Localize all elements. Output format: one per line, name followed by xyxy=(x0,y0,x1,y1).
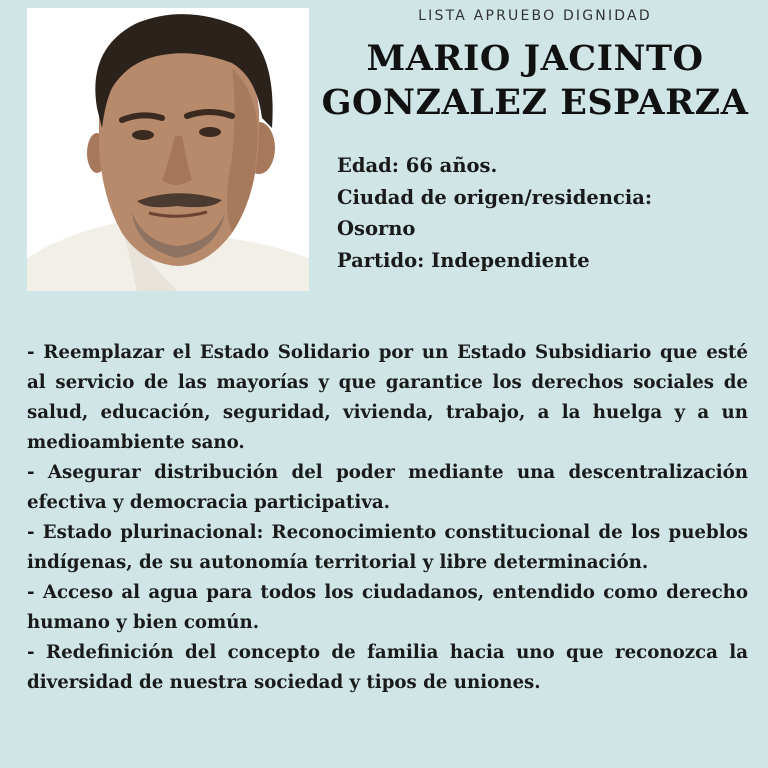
proposal-item: - Estado plurinacional: Reconocimiento constitucional de los pueblos indígenas, de su autonomía territorial y libre determinación. xyxy=(27,522,748,573)
candidate-photo xyxy=(27,8,309,291)
proposals-list xyxy=(27,338,748,698)
candidate-name-line2: GONZALEZ ESPARZA xyxy=(321,82,749,123)
proposal-item: - Redefinición del concepto de familia hacia uno que reconozca la diversidad de nuestra sociedad y tipos de uniones. xyxy=(27,642,748,693)
city-label: Ciudad de origen/residencia: xyxy=(337,185,653,209)
portrait-photo-icon xyxy=(27,8,309,291)
age-text: Edad: 66 años. xyxy=(337,154,498,177)
proposal-item: - Asegurar distribución del poder mediante una descentralización efectiva y democracia participativa. xyxy=(27,462,748,513)
proposal-item: - Reemplazar el Estado Solidario por un Estado Subsidiario que esté al servicio de las mayorías y que garantice los derechos sociales de salud, educación, seguridad, vivienda, trabajo, a la huelga y a un medioambiente sano. xyxy=(27,342,748,453)
list-name: LISTA APRUEBO DIGNIDAD xyxy=(418,8,652,24)
candidate-info xyxy=(337,150,652,276)
party-text: Partido: Independiente xyxy=(337,248,590,272)
city-value: Osorno xyxy=(337,217,416,240)
proposal-item: - Acceso al agua para todos los ciudadanos, entendido como derecho humano y bien común. xyxy=(27,582,748,633)
candidate-name-line1: MARIO JACINTO xyxy=(366,38,704,79)
